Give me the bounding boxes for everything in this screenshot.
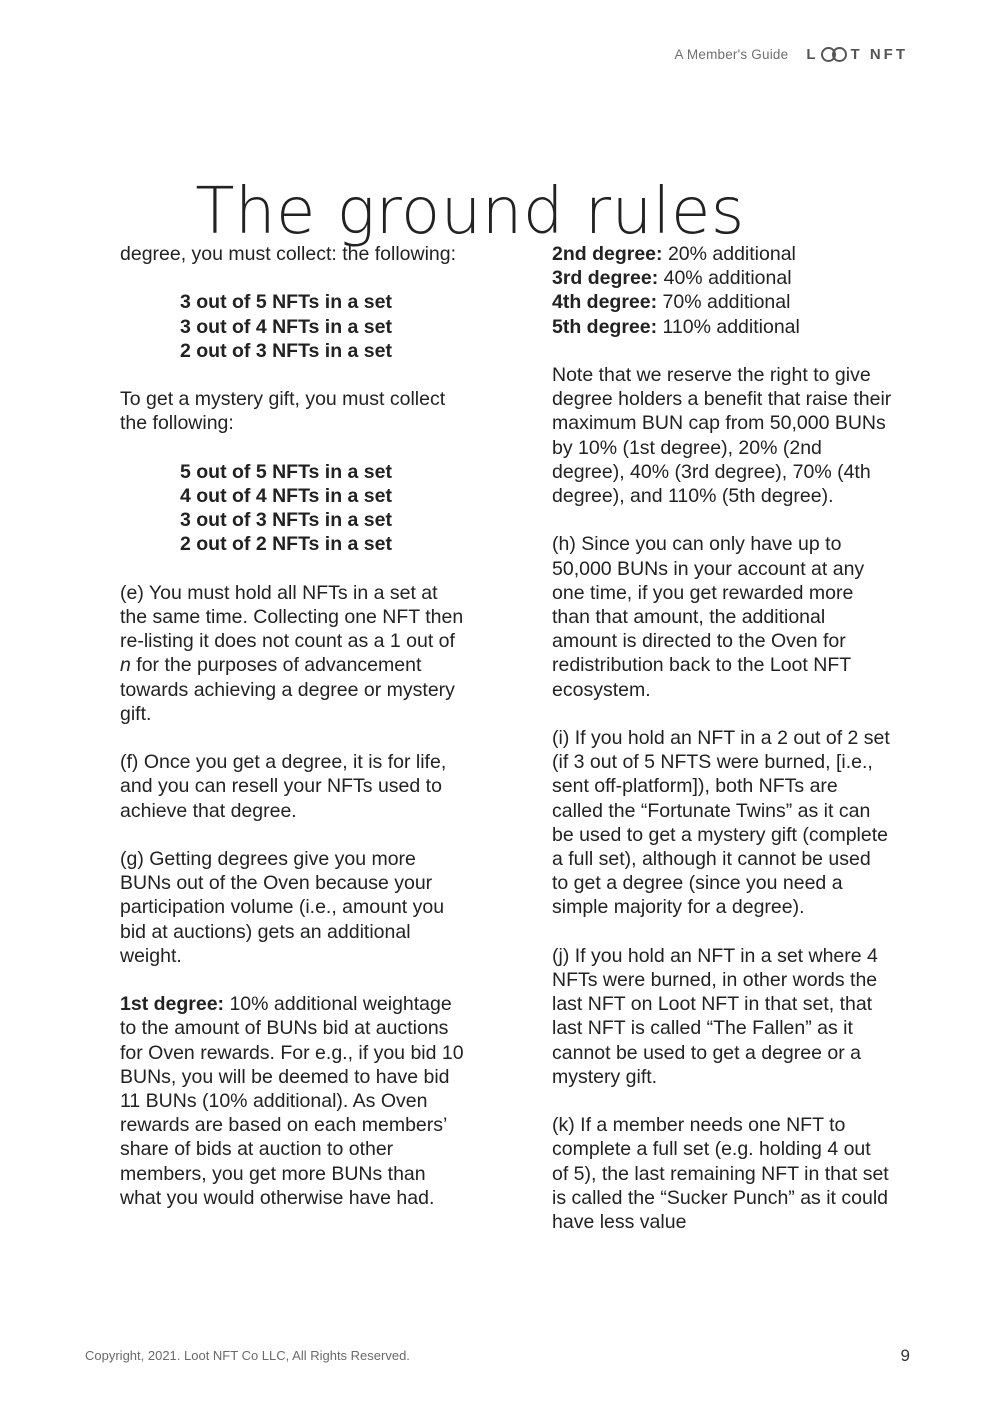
list-item: 3 out of 3 NFTs in a set bbox=[180, 509, 392, 532]
right-column bbox=[552, 242, 892, 1258]
list-item: 2 out of 3 NFTs in a set bbox=[180, 339, 392, 362]
list-item: 2 out of 2 NFTs in a set bbox=[180, 533, 392, 556]
paragraph-first-degree: 1st degree: 10% additional weightage to the amount of BUNs bid at auctions for Oven rewards. For e.g., if you bid 10 BUNs, you will be deemed to have bid 11 BUNs (10% additional). As Oven rewards are based on each members’ share of bids at auction to other members, you get more BUNs than what you would otherwise have had. bbox=[120, 993, 464, 1209]
list-item: 3 out of 4 NFTs in a set bbox=[180, 315, 392, 338]
list-item: 5th degree: 110% additional bbox=[552, 315, 800, 338]
brand-text: T NFT bbox=[850, 46, 908, 63]
paragraph-rule-k: (k) If a member needs one NFT to complete a full set (e.g. holding 4 out of 5), the last remaining NFT in that set is called the “Sucker Punch” as it could have less value bbox=[552, 1114, 889, 1234]
paragraph-rule-j: (j) If you hold an NFT in a set where 4 NFTs were burned, in other words the last NFT on Loot NFT in that set, that last NFT is called “The Fallen” as it cannot be used to get a degree or a mystery gift. bbox=[552, 944, 878, 1088]
list-item: 4th degree: 70% additional bbox=[552, 291, 791, 314]
list-item: 2nd degree: 20% additional bbox=[552, 243, 796, 265]
page-title: The ground rules bbox=[195, 174, 745, 249]
paragraph-rule-e: (e) You must hold all NFTs in a set at the same time. Collecting one NFT then re-listing it does not count as a 1 out of n for the purposes of advancement towards achieving a degree or mystery gift. bbox=[120, 581, 464, 725]
degree-requirements-list bbox=[180, 290, 470, 363]
brand-rings-icon bbox=[821, 47, 849, 62]
list-item: 3rd degree: 40% additional bbox=[552, 267, 792, 290]
copyright-footer: Copyright, 2021. Loot NFT Co LLC, All Rights Reserved. bbox=[85, 1348, 410, 1363]
list-item: 3 out of 5 NFTs in a set bbox=[180, 291, 392, 314]
guide-label: A Member's Guide bbox=[674, 47, 789, 62]
mystery-requirements-list bbox=[180, 460, 470, 557]
paragraph-note: Note that we reserve the right to give degree holders a benefit that raise their maximum BUN cap from 50,000 BUNs by 10% (1st degree), 20% (2nd degree), 40% (3rd degree), 70% (4th degree), and 110% (5th degree). bbox=[552, 364, 892, 508]
page-header bbox=[675, 46, 909, 63]
brand-letter: L bbox=[806, 46, 819, 63]
left-column bbox=[120, 242, 470, 1234]
paragraph-rule-h: (h) Since you can only have up to 50,000 BUNs in your account at any one time, if you get rewarded more than that amount, the additional amount is directed to the Oven for redistribution back to the Loot NFT ecosystem. bbox=[552, 533, 865, 701]
list-item: 5 out of 5 NFTs in a set bbox=[180, 460, 392, 483]
list-item: 4 out of 4 NFTs in a set bbox=[180, 484, 392, 507]
paragraph-mystery-intro: To get a mystery gift, you must collect the following: bbox=[120, 388, 446, 435]
paragraph-degree-intro: degree, you must collect: the following: bbox=[120, 243, 457, 265]
paragraph-rule-g: (g) Getting degrees give you more BUNs out of the Oven because your participation volume (i.e., amount you bid at auctions) gets an additional weight. bbox=[120, 847, 445, 967]
paragraph-rule-i: (i) If you hold an NFT in a 2 out of 2 set (if 3 out of 5 NFTS were burned, [i.e., sent off-platform]), both NFTs are called the “Fortunate Twins” as it can be used to get a mystery gift (complete a full set), although it cannot be used to get a degree (since you need a simple majority for a degree). bbox=[552, 727, 890, 919]
degree-bonus-list bbox=[552, 242, 892, 339]
brand-logo bbox=[806, 46, 908, 63]
page-number: 9 bbox=[900, 1346, 910, 1365]
paragraph-rule-f: (f) Once you get a degree, it is for life, and you can resell your NFTs used to achieve that degree. bbox=[120, 751, 447, 822]
